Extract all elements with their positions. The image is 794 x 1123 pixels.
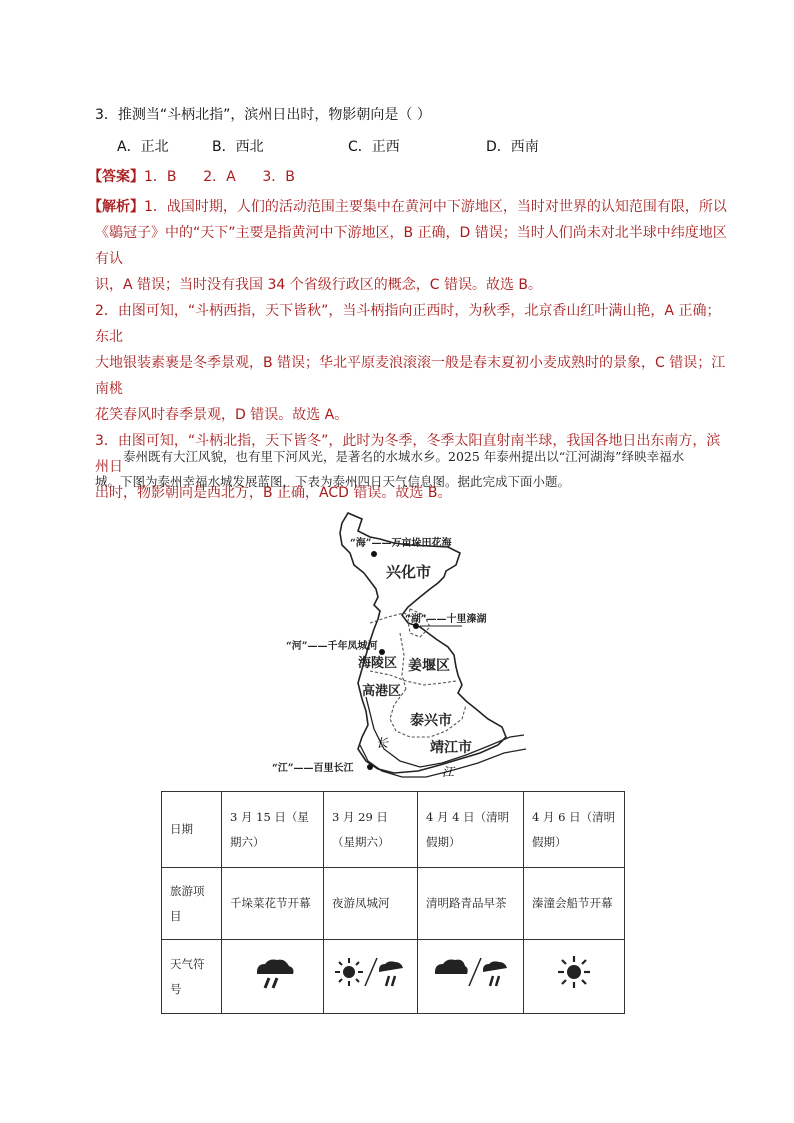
table-row	[162, 868, 625, 940]
sun-to-rain-icon	[335, 954, 407, 990]
analysis-p3-line2: 出时，物影朝向是西北方，B 正确，ACD 错误。故选 B。	[95, 485, 452, 501]
analysis-p3-line1: 3．由图可知，“斗柄北指，天下皆冬”，此时为冬季，冬季太阳直射南半球，我国各地日出东南方，滨州日	[95, 433, 721, 475]
row-header-date: 日期	[162, 792, 222, 868]
activity-cell: 夜游凤城河	[324, 868, 418, 940]
analysis-p1-line3: 识，A 错误；当时没有我国 34 个省级行政区的概念，C 错误。故选 B。	[95, 277, 543, 293]
district-jiangyan: 姜堰区	[408, 658, 450, 674]
river-point	[379, 649, 385, 655]
sea-note: “海”——万亩垛田花海	[350, 538, 452, 549]
option-c: C．正西	[348, 139, 400, 155]
district-gaogang: 高港区	[362, 684, 402, 699]
row-header-weather: 天气符号	[162, 940, 222, 1014]
river-note: “河”——千年凤城河	[286, 641, 378, 652]
taizhou-water-city-map	[270, 505, 530, 790]
weather-cell	[222, 940, 324, 1014]
yangtze-char-2: 江	[442, 765, 455, 779]
answer-tag: 【答案】	[88, 169, 144, 185]
weather-cell	[324, 940, 418, 1014]
yangtze-river-line	[366, 697, 524, 767]
analysis-p2-line2: 大地银装素裹是冬季景观，B 错误；华北平原麦浪滚滚一般是春末夏初小麦成熟时的景象，C 错误；江南桃	[95, 355, 726, 397]
cloud-to-rain-icon	[431, 954, 511, 990]
option-a: A．正北	[117, 139, 169, 155]
yangtze-char-1: 长	[376, 736, 389, 750]
date-cell: 4 月 6 日（清明假期）	[524, 792, 625, 868]
date-cell: 4 月 4 日（清明假期）	[418, 792, 524, 868]
row-header-activity: 旅游项目	[162, 868, 222, 940]
table-row	[162, 792, 625, 868]
weather-table	[161, 791, 625, 1014]
activity-cell: 溱潼会船节开幕	[524, 868, 625, 940]
sea-point	[371, 551, 377, 557]
district-xinghua: 兴化市	[386, 563, 432, 581]
analysis-tag: 【解析】	[88, 199, 144, 215]
analysis-p1-text: 1．战国时期，人们的活动范围主要集中在黄河中下游地区，当时对世界的认知范围有限，所以	[144, 199, 727, 215]
activity-cell: 清明路青品早茶	[418, 868, 524, 940]
date-cell: 3 月 29 日（星期六）	[324, 792, 418, 868]
district-jingjiang: 靖江市	[430, 740, 472, 756]
passage-line2: 城。下图为泰州幸福水城发展蓝图，下表为泰州四日天气信息图。据此完成下面小题。	[95, 474, 571, 489]
analysis-p2-line3: 花笑春风时春季景观，D 错误。故选 A。	[95, 407, 349, 423]
activity-cell: 千垛菜花节开幕	[222, 868, 324, 940]
passage-line1: 泰州既有大江风貌，也有里下河风光，是著名的水城水乡。2025 年泰州提出以“江河湖海”绎映幸福水	[123, 449, 685, 464]
question-3-stem: 3．推测当“斗柄北指”，滨州日出时，物影朝向是（ ）	[95, 107, 431, 123]
table-row	[162, 940, 625, 1014]
option-d: D．西南	[486, 139, 539, 155]
yangtze-note: “江”——百里长江	[272, 763, 354, 774]
analysis-p1-line1	[88, 194, 728, 220]
answer-text: 1．B 2．A 3．B	[144, 169, 295, 185]
passage	[95, 444, 723, 494]
weather-cell	[418, 940, 524, 1014]
option-b: B．西北	[212, 139, 264, 155]
sun-icon	[554, 954, 594, 990]
date-cell: 3 月 15 日（星期六）	[222, 792, 324, 868]
yangtze-point	[367, 764, 373, 770]
district-hailing: 海陵区	[358, 656, 398, 671]
weather-cell	[524, 940, 625, 1014]
district-taixing: 泰兴市	[410, 713, 452, 729]
cloud-rain-icon	[249, 954, 297, 990]
analysis-p1-line2: 《鶡冠子》中的“天下”主要是指黄河中下游地区，B 正确，D 错误；当时人们尚未对北半球中纬度地区有认	[95, 225, 727, 267]
lake-note: “湖”——十里溱湖	[405, 614, 487, 625]
analysis-p2-line1: 2．由图可知，“斗柄西指，天下皆秋”，当斗柄指向正西时，为秋季，北京香山红叶满山艳，A 正确；东北	[95, 303, 721, 345]
answer-line	[88, 166, 295, 186]
